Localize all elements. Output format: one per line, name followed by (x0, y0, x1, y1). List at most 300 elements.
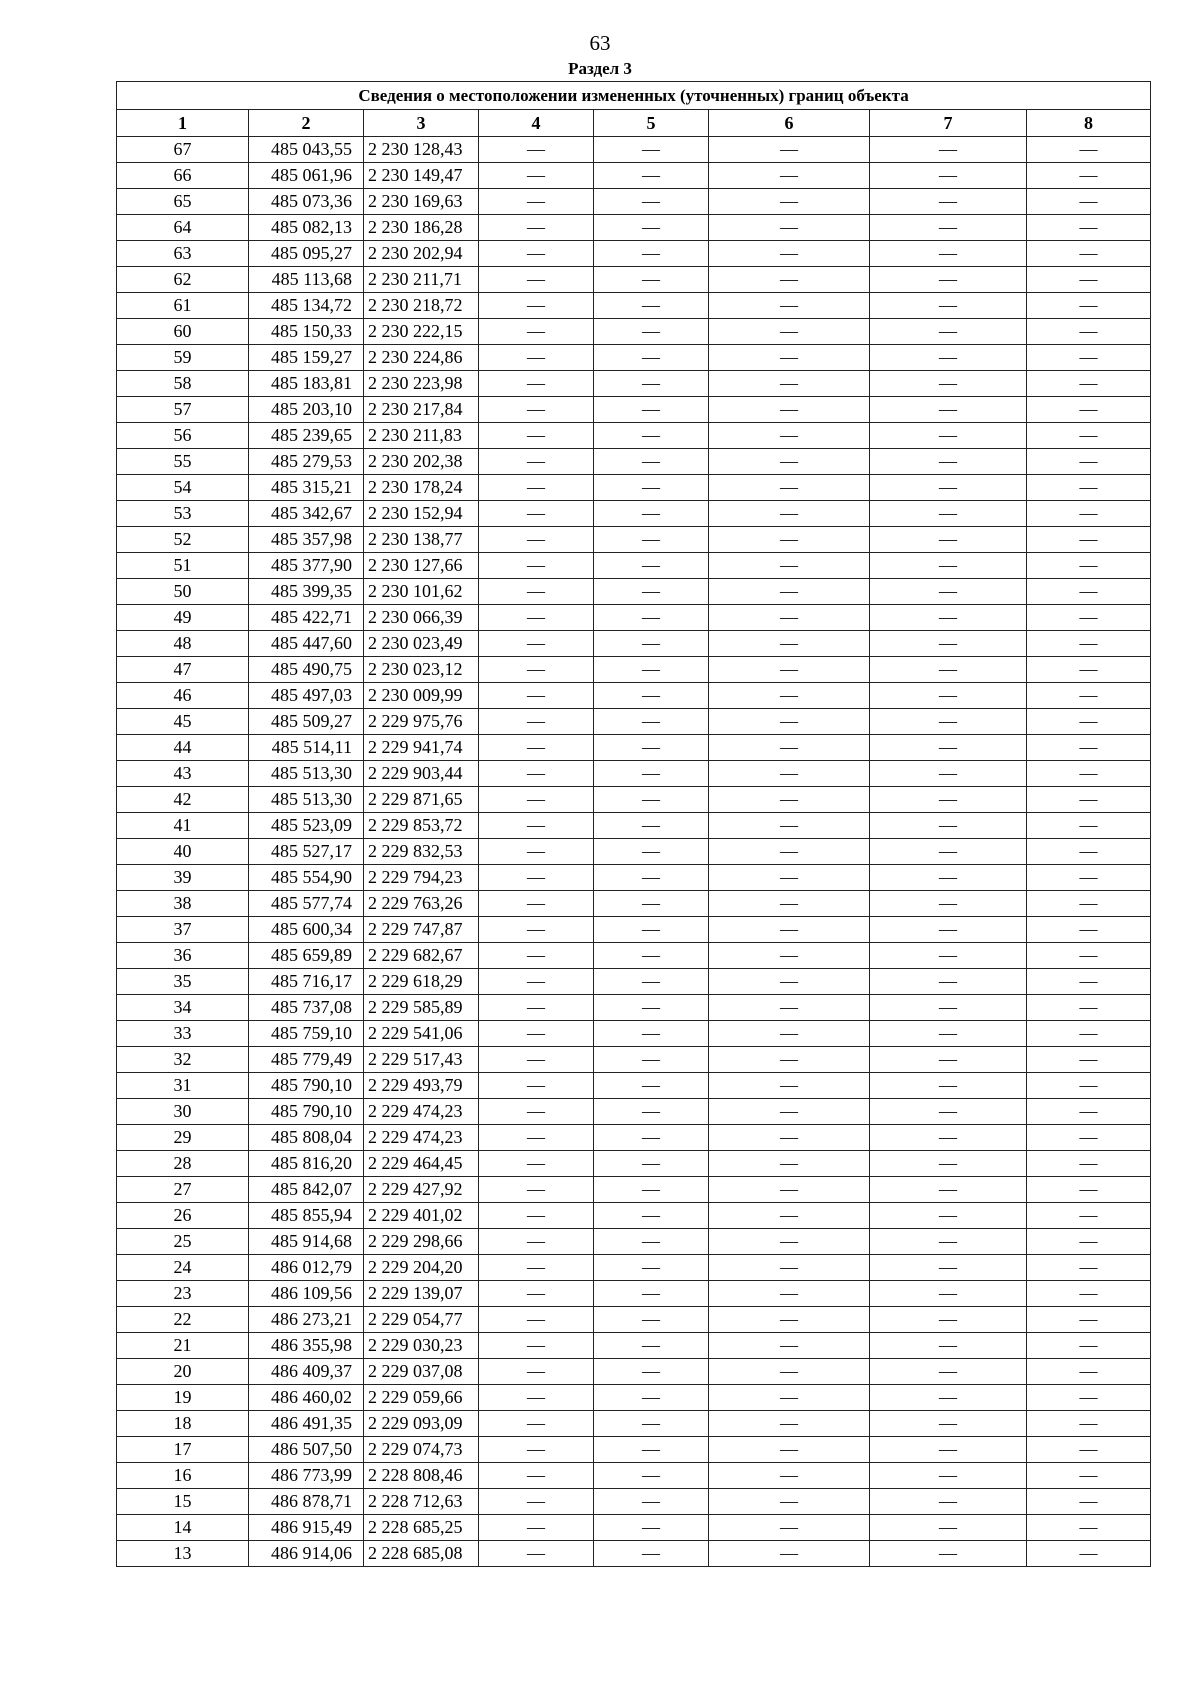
x-coordinate-cell: 485 509,27 (249, 709, 364, 735)
empty-cell: — (1027, 527, 1151, 553)
y-coordinate-cell: 2 229 975,76 (364, 709, 479, 735)
empty-cell: — (709, 839, 870, 865)
empty-cell: — (1027, 1541, 1151, 1567)
point-number-cell: 60 (117, 319, 249, 345)
table-row (117, 215, 1151, 241)
empty-cell: — (479, 657, 594, 683)
empty-cell: — (709, 1177, 870, 1203)
empty-cell: — (1027, 1489, 1151, 1515)
empty-cell: — (479, 1333, 594, 1359)
empty-cell: — (479, 501, 594, 527)
empty-cell: — (594, 1125, 709, 1151)
empty-cell: — (479, 1021, 594, 1047)
y-coordinate-cell: 2 229 298,66 (364, 1229, 479, 1255)
x-coordinate-cell: 485 043,55 (249, 137, 364, 163)
table-row (117, 1333, 1151, 1359)
empty-cell: — (479, 1463, 594, 1489)
empty-cell: — (870, 1489, 1027, 1515)
point-number-cell: 17 (117, 1437, 249, 1463)
empty-cell: — (479, 605, 594, 631)
empty-cell: — (1027, 865, 1151, 891)
x-coordinate-cell: 485 357,98 (249, 527, 364, 553)
empty-cell: — (1027, 1229, 1151, 1255)
y-coordinate-cell: 2 230 211,83 (364, 423, 479, 449)
empty-cell: — (1027, 709, 1151, 735)
y-coordinate-cell: 2 230 138,77 (364, 527, 479, 553)
x-coordinate-cell: 486 878,71 (249, 1489, 364, 1515)
empty-cell: — (594, 969, 709, 995)
empty-cell: — (709, 657, 870, 683)
point-number-cell: 13 (117, 1541, 249, 1567)
empty-cell: — (709, 1281, 870, 1307)
empty-cell: — (594, 1177, 709, 1203)
table-row (117, 865, 1151, 891)
point-number-cell: 32 (117, 1047, 249, 1073)
empty-cell: — (594, 241, 709, 267)
y-coordinate-cell: 2 228 685,25 (364, 1515, 479, 1541)
empty-cell: — (1027, 683, 1151, 709)
table-row (117, 1515, 1151, 1541)
empty-cell: — (1027, 657, 1151, 683)
point-number-cell: 63 (117, 241, 249, 267)
table-row (117, 1203, 1151, 1229)
table-row (117, 813, 1151, 839)
empty-cell: — (479, 969, 594, 995)
empty-cell: — (1027, 813, 1151, 839)
empty-cell: — (870, 293, 1027, 319)
empty-cell: — (1027, 267, 1151, 293)
point-number-cell: 59 (117, 345, 249, 371)
empty-cell: — (594, 397, 709, 423)
point-number-cell: 33 (117, 1021, 249, 1047)
empty-cell: — (1027, 995, 1151, 1021)
empty-cell: — (709, 1307, 870, 1333)
x-coordinate-cell: 485 134,72 (249, 293, 364, 319)
empty-cell: — (870, 1151, 1027, 1177)
y-coordinate-cell: 2 229 871,65 (364, 787, 479, 813)
empty-cell: — (479, 865, 594, 891)
empty-cell: — (709, 1073, 870, 1099)
empty-cell: — (479, 1073, 594, 1099)
x-coordinate-cell: 485 600,34 (249, 917, 364, 943)
y-coordinate-cell: 2 229 204,20 (364, 1255, 479, 1281)
table-row (117, 501, 1151, 527)
empty-cell: — (870, 1047, 1027, 1073)
empty-cell: — (479, 1229, 594, 1255)
table-row (117, 1489, 1151, 1515)
table-row (117, 397, 1151, 423)
y-coordinate-cell: 2 230 222,15 (364, 319, 479, 345)
empty-cell: — (709, 319, 870, 345)
y-coordinate-cell: 2 230 152,94 (364, 501, 479, 527)
empty-cell: — (1027, 423, 1151, 449)
table-row (117, 579, 1151, 605)
table-caption-row (117, 82, 1151, 110)
x-coordinate-cell: 485 073,36 (249, 189, 364, 215)
empty-cell: — (870, 163, 1027, 189)
y-coordinate-cell: 2 229 853,72 (364, 813, 479, 839)
y-coordinate-cell: 2 229 427,92 (364, 1177, 479, 1203)
x-coordinate-cell: 485 914,68 (249, 1229, 364, 1255)
empty-cell: — (594, 813, 709, 839)
empty-cell: — (1027, 1307, 1151, 1333)
table-row (117, 969, 1151, 995)
table-row (117, 553, 1151, 579)
x-coordinate-cell: 485 779,49 (249, 1047, 364, 1073)
x-coordinate-cell: 485 490,75 (249, 657, 364, 683)
y-coordinate-cell: 2 230 127,66 (364, 553, 479, 579)
y-coordinate-cell: 2 229 474,23 (364, 1099, 479, 1125)
y-coordinate-cell: 2 230 211,71 (364, 267, 479, 293)
point-number-cell: 21 (117, 1333, 249, 1359)
table-row (117, 345, 1151, 371)
empty-cell: — (479, 683, 594, 709)
empty-cell: — (594, 1437, 709, 1463)
empty-cell: — (594, 1099, 709, 1125)
empty-cell: — (709, 1099, 870, 1125)
x-coordinate-cell: 485 737,08 (249, 995, 364, 1021)
point-number-cell: 27 (117, 1177, 249, 1203)
x-coordinate-cell: 485 497,03 (249, 683, 364, 709)
empty-cell: — (870, 1411, 1027, 1437)
empty-cell: — (870, 631, 1027, 657)
empty-cell: — (1027, 787, 1151, 813)
y-coordinate-cell: 2 230 223,98 (364, 371, 479, 397)
x-coordinate-cell: 485 082,13 (249, 215, 364, 241)
empty-cell: — (594, 189, 709, 215)
empty-cell: — (870, 1385, 1027, 1411)
y-coordinate-cell: 2 229 059,66 (364, 1385, 479, 1411)
column-number: 2 (249, 110, 364, 137)
table-row (117, 189, 1151, 215)
empty-cell: — (479, 553, 594, 579)
empty-cell: — (870, 137, 1027, 163)
point-number-cell: 49 (117, 605, 249, 631)
empty-cell: — (870, 761, 1027, 787)
table-row (117, 839, 1151, 865)
empty-cell: — (594, 839, 709, 865)
x-coordinate-cell: 485 716,17 (249, 969, 364, 995)
empty-cell: — (709, 735, 870, 761)
y-coordinate-cell: 2 229 139,07 (364, 1281, 479, 1307)
empty-cell: — (594, 1463, 709, 1489)
empty-cell: — (1027, 1411, 1151, 1437)
table-row (117, 293, 1151, 319)
empty-cell: — (870, 345, 1027, 371)
x-coordinate-cell: 485 113,68 (249, 267, 364, 293)
empty-cell: — (870, 1515, 1027, 1541)
table-row (117, 371, 1151, 397)
table-row (117, 787, 1151, 813)
empty-cell: — (479, 631, 594, 657)
column-number: 8 (1027, 110, 1151, 137)
x-coordinate-cell: 486 773,99 (249, 1463, 364, 1489)
empty-cell: — (594, 1151, 709, 1177)
empty-cell: — (870, 1203, 1027, 1229)
y-coordinate-cell: 2 229 401,02 (364, 1203, 479, 1229)
empty-cell: — (870, 1333, 1027, 1359)
x-coordinate-cell: 485 855,94 (249, 1203, 364, 1229)
empty-cell: — (594, 891, 709, 917)
empty-cell: — (870, 917, 1027, 943)
empty-cell: — (1027, 579, 1151, 605)
column-number: 4 (479, 110, 594, 137)
empty-cell: — (870, 1541, 1027, 1567)
point-number-cell: 22 (117, 1307, 249, 1333)
empty-cell: — (479, 319, 594, 345)
empty-cell: — (479, 1437, 594, 1463)
x-coordinate-cell: 485 816,20 (249, 1151, 364, 1177)
empty-cell: — (1027, 501, 1151, 527)
y-coordinate-cell: 2 230 218,72 (364, 293, 479, 319)
x-coordinate-cell: 485 523,09 (249, 813, 364, 839)
empty-cell: — (870, 579, 1027, 605)
empty-cell: — (479, 1411, 594, 1437)
x-coordinate-cell: 486 460,02 (249, 1385, 364, 1411)
table-row (117, 319, 1151, 345)
y-coordinate-cell: 2 228 685,08 (364, 1541, 479, 1567)
empty-cell: — (709, 1463, 870, 1489)
empty-cell: — (479, 1047, 594, 1073)
empty-cell: — (594, 1203, 709, 1229)
point-number-cell: 54 (117, 475, 249, 501)
x-coordinate-cell: 485 183,81 (249, 371, 364, 397)
empty-cell: — (709, 449, 870, 475)
point-number-cell: 47 (117, 657, 249, 683)
y-coordinate-cell: 2 229 618,29 (364, 969, 479, 995)
page-number: 63 (589, 31, 611, 55)
y-coordinate-cell: 2 229 464,45 (364, 1151, 479, 1177)
table-row (117, 423, 1151, 449)
x-coordinate-cell: 485 399,35 (249, 579, 364, 605)
empty-cell: — (594, 215, 709, 241)
empty-cell: — (709, 891, 870, 917)
empty-cell: — (709, 1515, 870, 1541)
empty-cell: — (594, 1333, 709, 1359)
point-number-cell: 28 (117, 1151, 249, 1177)
empty-cell: — (594, 1541, 709, 1567)
point-number-cell: 42 (117, 787, 249, 813)
empty-cell: — (479, 1203, 594, 1229)
empty-cell: — (870, 267, 1027, 293)
empty-cell: — (870, 657, 1027, 683)
empty-cell: — (870, 1463, 1027, 1489)
point-number-cell: 20 (117, 1359, 249, 1385)
x-coordinate-cell: 485 159,27 (249, 345, 364, 371)
point-number-cell: 62 (117, 267, 249, 293)
table-row (117, 1255, 1151, 1281)
x-coordinate-cell: 485 527,17 (249, 839, 364, 865)
empty-cell: — (870, 1359, 1027, 1385)
y-coordinate-cell: 2 229 763,26 (364, 891, 479, 917)
empty-cell: — (709, 683, 870, 709)
empty-cell: — (479, 943, 594, 969)
empty-cell: — (594, 137, 709, 163)
empty-cell: — (594, 917, 709, 943)
empty-cell: — (709, 423, 870, 449)
y-coordinate-cell: 2 230 178,24 (364, 475, 479, 501)
x-coordinate-cell: 485 554,90 (249, 865, 364, 891)
empty-cell: — (594, 475, 709, 501)
table-row (117, 735, 1151, 761)
point-number-cell: 58 (117, 371, 249, 397)
empty-cell: — (594, 501, 709, 527)
y-coordinate-cell: 2 229 474,23 (364, 1125, 479, 1151)
point-number-cell: 53 (117, 501, 249, 527)
point-number-cell: 34 (117, 995, 249, 1021)
empty-cell: — (479, 423, 594, 449)
empty-cell: — (709, 1411, 870, 1437)
table-row (117, 995, 1151, 1021)
empty-cell: — (870, 449, 1027, 475)
empty-cell: — (1027, 631, 1151, 657)
empty-cell: — (594, 605, 709, 631)
empty-cell: — (1027, 917, 1151, 943)
point-number-cell: 67 (117, 137, 249, 163)
table-row (117, 267, 1151, 293)
empty-cell: — (1027, 1125, 1151, 1151)
x-coordinate-cell: 486 109,56 (249, 1281, 364, 1307)
empty-cell: — (594, 1281, 709, 1307)
empty-cell: — (594, 579, 709, 605)
empty-cell: — (709, 1385, 870, 1411)
x-coordinate-cell: 485 342,67 (249, 501, 364, 527)
table-row (117, 1047, 1151, 1073)
point-number-cell: 40 (117, 839, 249, 865)
empty-cell: — (870, 1437, 1027, 1463)
y-coordinate-cell: 2 229 682,67 (364, 943, 479, 969)
empty-cell: — (870, 1099, 1027, 1125)
empty-cell: — (594, 527, 709, 553)
empty-cell: — (709, 943, 870, 969)
y-coordinate-cell: 2 229 794,23 (364, 865, 479, 891)
point-number-cell: 65 (117, 189, 249, 215)
empty-cell: — (709, 371, 870, 397)
empty-cell: — (479, 215, 594, 241)
empty-cell: — (870, 839, 1027, 865)
y-coordinate-cell: 2 230 186,28 (364, 215, 479, 241)
empty-cell: — (870, 683, 1027, 709)
empty-cell: — (479, 1515, 594, 1541)
empty-cell: — (709, 969, 870, 995)
table-row (117, 1099, 1151, 1125)
empty-cell: — (870, 1073, 1027, 1099)
empty-cell: — (1027, 1255, 1151, 1281)
empty-cell: — (479, 1307, 594, 1333)
table-row (117, 1073, 1151, 1099)
empty-cell: — (479, 1177, 594, 1203)
empty-cell: — (1027, 397, 1151, 423)
empty-cell: — (709, 293, 870, 319)
x-coordinate-cell: 486 491,35 (249, 1411, 364, 1437)
empty-cell: — (479, 1489, 594, 1515)
empty-cell: — (594, 761, 709, 787)
y-coordinate-cell: 2 229 054,77 (364, 1307, 479, 1333)
point-number-cell: 16 (117, 1463, 249, 1489)
y-coordinate-cell: 2 230 217,84 (364, 397, 479, 423)
x-coordinate-cell: 485 790,10 (249, 1073, 364, 1099)
empty-cell: — (479, 917, 594, 943)
empty-cell: — (594, 1411, 709, 1437)
x-coordinate-cell: 485 808,04 (249, 1125, 364, 1151)
empty-cell: — (870, 1281, 1027, 1307)
empty-cell: — (1027, 475, 1151, 501)
y-coordinate-cell: 2 229 074,73 (364, 1437, 479, 1463)
point-number-cell: 39 (117, 865, 249, 891)
point-number-cell: 43 (117, 761, 249, 787)
x-coordinate-cell: 486 355,98 (249, 1333, 364, 1359)
empty-cell: — (594, 995, 709, 1021)
empty-cell: — (594, 345, 709, 371)
point-number-cell: 36 (117, 943, 249, 969)
empty-cell: — (870, 475, 1027, 501)
table-row (117, 241, 1151, 267)
x-coordinate-cell: 485 239,65 (249, 423, 364, 449)
table-row (117, 1151, 1151, 1177)
empty-cell: — (709, 865, 870, 891)
empty-cell: — (870, 501, 1027, 527)
empty-cell: — (594, 1515, 709, 1541)
empty-cell: — (594, 787, 709, 813)
empty-cell: — (1027, 891, 1151, 917)
table-row (117, 1307, 1151, 1333)
table-row (117, 1359, 1151, 1385)
point-number-cell: 55 (117, 449, 249, 475)
empty-cell: — (594, 1489, 709, 1515)
column-number: 6 (709, 110, 870, 137)
point-number-cell: 48 (117, 631, 249, 657)
y-coordinate-cell: 2 229 832,53 (364, 839, 479, 865)
table-row (117, 917, 1151, 943)
table-row (117, 163, 1151, 189)
y-coordinate-cell: 2 230 066,39 (364, 605, 479, 631)
empty-cell: — (594, 1021, 709, 1047)
table-row (117, 449, 1151, 475)
table-row (117, 527, 1151, 553)
empty-cell: — (594, 1359, 709, 1385)
point-number-cell: 51 (117, 553, 249, 579)
empty-cell: — (709, 241, 870, 267)
empty-cell: — (594, 1229, 709, 1255)
y-coordinate-cell: 2 228 712,63 (364, 1489, 479, 1515)
point-number-cell: 38 (117, 891, 249, 917)
y-coordinate-cell: 2 230 224,86 (364, 345, 479, 371)
empty-cell: — (479, 1099, 594, 1125)
empty-cell: — (479, 995, 594, 1021)
empty-cell: — (1027, 1073, 1151, 1099)
empty-cell: — (479, 371, 594, 397)
x-coordinate-cell: 485 513,30 (249, 761, 364, 787)
empty-cell: — (594, 657, 709, 683)
empty-cell: — (709, 1151, 870, 1177)
empty-cell: — (870, 1125, 1027, 1151)
empty-cell: — (870, 995, 1027, 1021)
table-row (117, 891, 1151, 917)
empty-cell: — (1027, 189, 1151, 215)
y-coordinate-cell: 2 229 747,87 (364, 917, 479, 943)
empty-cell: — (479, 1125, 594, 1151)
empty-cell: — (1027, 215, 1151, 241)
point-number-cell: 29 (117, 1125, 249, 1151)
point-number-cell: 18 (117, 1411, 249, 1437)
empty-cell: — (709, 345, 870, 371)
empty-cell: — (870, 709, 1027, 735)
empty-cell: — (594, 735, 709, 761)
empty-cell: — (479, 813, 594, 839)
empty-cell: — (479, 137, 594, 163)
y-coordinate-cell: 2 230 009,99 (364, 683, 479, 709)
empty-cell: — (1027, 605, 1151, 631)
